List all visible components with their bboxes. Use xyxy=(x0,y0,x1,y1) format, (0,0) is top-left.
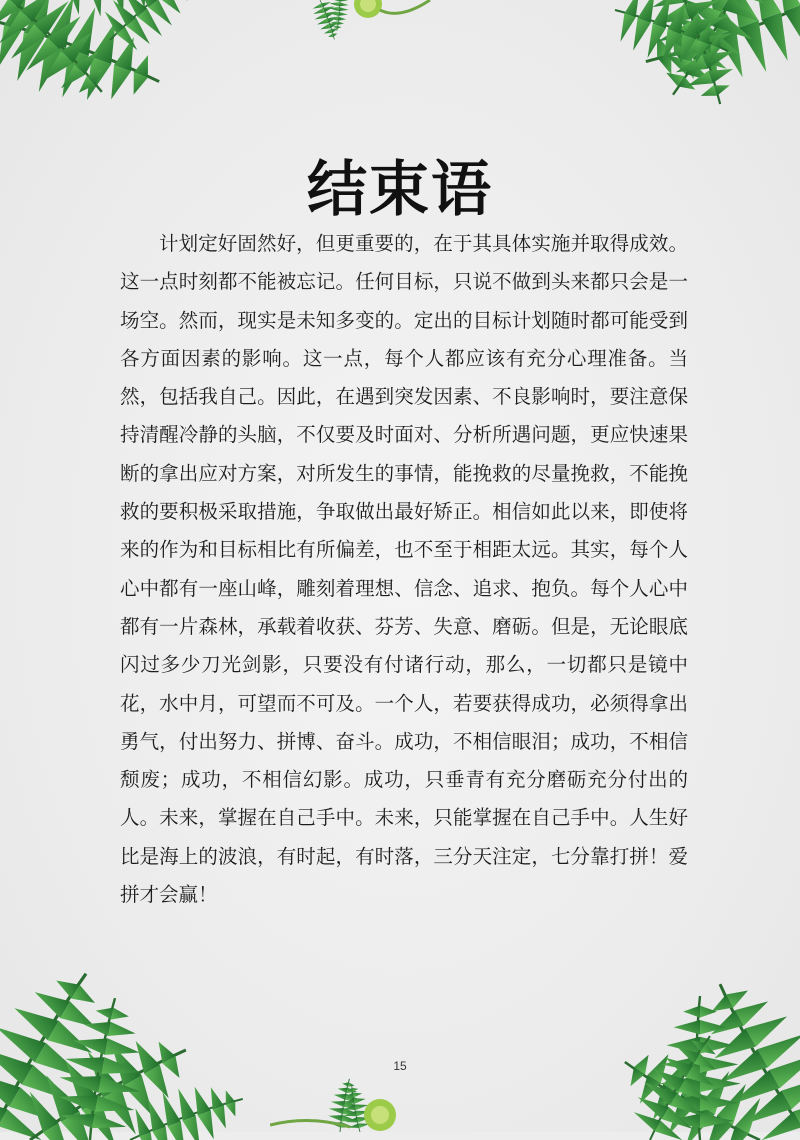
page-title: 结束语 xyxy=(307,155,493,226)
palm-leaf-icon xyxy=(0,950,250,1140)
fern-flower-icon xyxy=(270,1075,460,1132)
page-number: 15 xyxy=(393,1059,407,1073)
fern-flower-icon xyxy=(280,0,440,50)
palm-leaf-icon xyxy=(0,0,240,150)
palm-leaf-icon xyxy=(545,0,800,140)
body-paragraph: 计划定好固然好，但更重要的，在于其具体实施并取得成效。这一点时刻都不能被忘记。任何目标，只说不做到头来都只会是一场空。然而，现实是未知多变的。定出的目标计划随时都可能受到各方面因素的影响。这一点，每个人都应该有充分心理准备。当然，包括我自己。因此，在遇到突发因素、不良影响时，要注意保持清醒冷静的头脑，不仅要及时面对、分析所遇问题，更应快速果断的拿出应对方案，对所发生的事情，能挽救的尽量挽救，不能挽救的要积极采取措施，争取做出最好矫正。相信如此以来，即使将来的作为和目标相比有所偏差，也不至于相距太远。其实，每个人心中都有一座山峰，雕刻着理想、信念、追求、抱负。每个人心中都有一片森林，承载着收获、芬芳、失意、磨砺。但是，无论眼底闪过多少刀光剑影，只要没有付诸行动，那么，一切都只是镜中花，水中月，可望而不可及。一个人，若要获得成功，必须得拿出勇气，付出努力、拼博、奋斗。成功，不相信眼泪；成功，不相信颓废；成功，不相信幻影。成功，只垂青有充分磨砺充分付出的人。未来，掌握在自己手中。未来，只能掌握在自己手中。人生好比是海上的波浪，有时起，有时落，三分天注定，七分靠打拼！爱拼才会赢！ xyxy=(120,232,688,907)
